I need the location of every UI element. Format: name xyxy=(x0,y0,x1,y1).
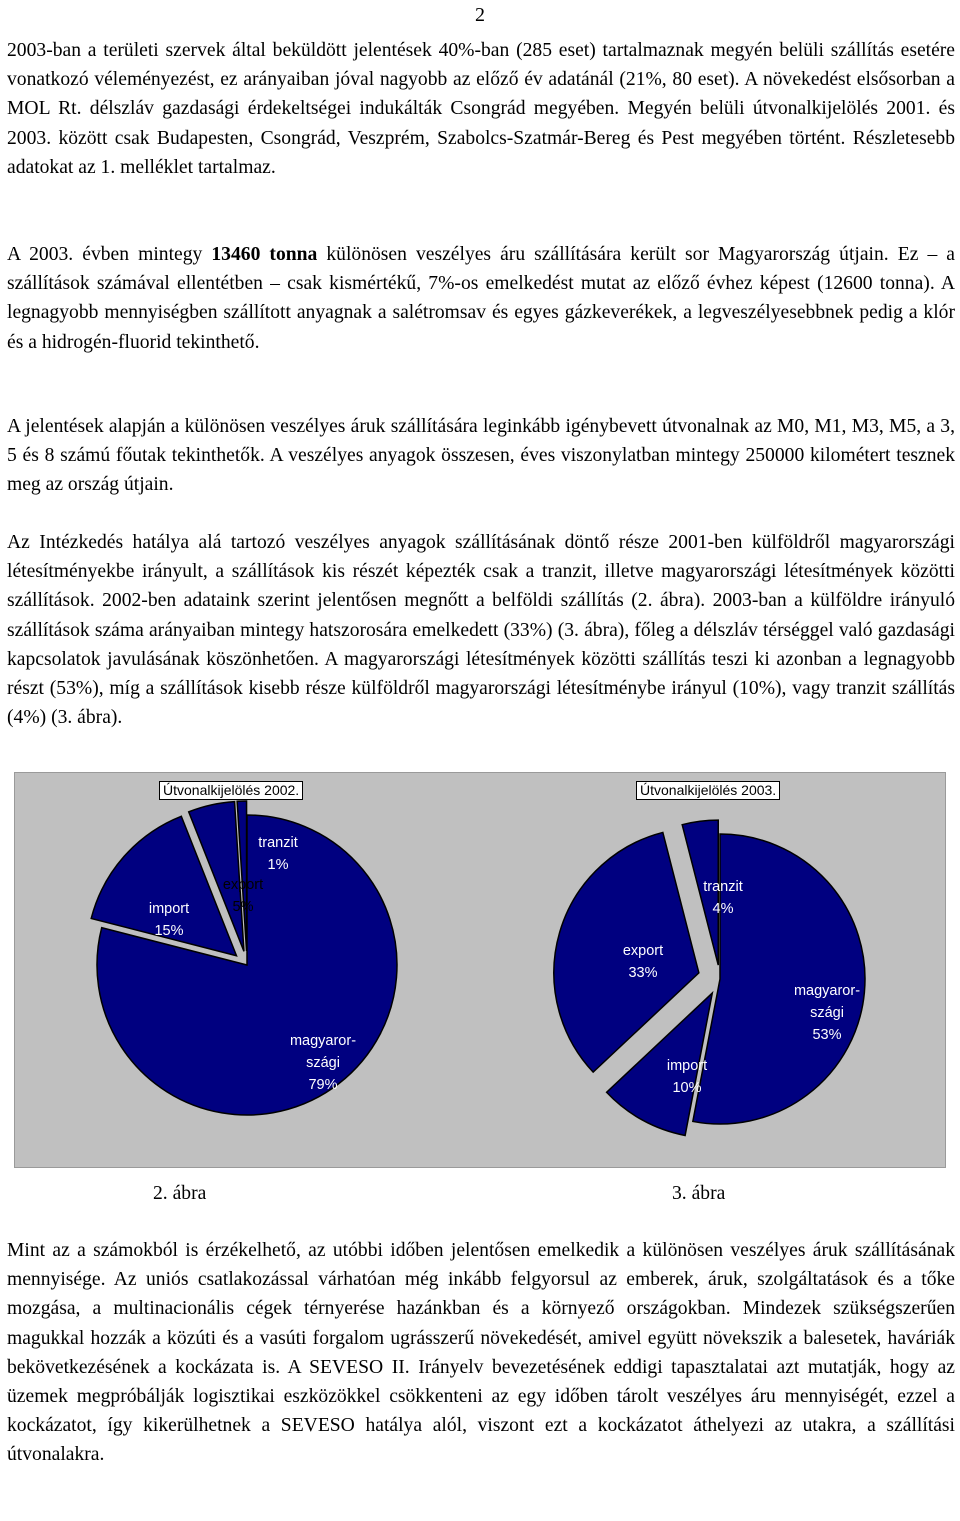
pie-label-2003-0: magyaror-szági 53% xyxy=(793,983,861,1043)
paragraph-1: 2003-ban a területi szervek által beküldött jelentések 40%-ban (285 eset) tartalmaznak megyén belüli szállítás esetére vonatkozó véleményezést, ez arányaiban jóval nagyobb az előző év adatánál (21%, 80 eset). A növekedést elsősorban a MOL Rt. délszláv gazdasági érdekeltségei indukálták Csongrád megyében. Megyén belüli útvonalkijelölés 2001. és 2003. között csak Budapesten, Csongrád, Veszprém, Szabolcs-Szatmár-Bereg és Pest megyében történt. Részletesebb adatokat az 1. melléklet tartalmaz. xyxy=(7,40,955,178)
pie-charts-figure xyxy=(14,772,946,1168)
chart-title-2003: Útvonalkijelölés 2003. xyxy=(636,781,780,800)
page-number: 2 xyxy=(475,4,485,26)
figure-caption-3: 3. ábra xyxy=(672,1183,726,1204)
pie-charts-canvas xyxy=(15,773,945,1167)
pie-chart-2002 xyxy=(91,801,397,1115)
paragraph-4: Az Intézkedés hatálya alá tartozó veszélyes anyagok szállításának döntő része 2001-ben külföldről magyarországi létesítményekbe irányult, a szállítások kis részét képezték csak a tranzit, illetve magyarországi létesítmények közötti szállítások. 2002-ben adataink szerint jelentősen megnőtt a belföldi szállítás (2. ábra). 2003-ban a külföldre irányuló szállítások száma arányaiban mintegy hatszorosára emelkedett (33%) (3. ábra), főleg a délszláv térséggel való gazdasági kapcsolatok javulásának köszönhetően. A magyarországi létesítmények közötti szállítás teszi ki azonban a legnagyobb részt (53%), míg a szállítások kisebb része külföldről magyarországi létesítménybe irányul (10%), vagy tranzit szállítás (4%) (3. ábra). xyxy=(7,532,955,729)
pie-label-2002-2: export 5% xyxy=(222,877,264,915)
figure-caption-2: 2. ábra xyxy=(153,1183,207,1204)
tonnage-highlight: 13460 tonna xyxy=(211,244,318,265)
pie-chart-2003 xyxy=(554,820,865,1135)
pie-label-2002-0: magyaror-szági 79% xyxy=(289,1033,357,1093)
paragraph-3: A jelentések alapján a különösen veszélyes áruk szállítására leginkább igénybevett útvonalnak az M0, M1, M3, M5, a 3, 5 és 8 számú főutak tekinthetők. A veszélyes anyagok összesen, éves viszonylatban mintegy 250000 kilométert tesznek meg az ország útjain. xyxy=(7,416,955,496)
pie-label-2003-2: export 33% xyxy=(622,943,664,981)
pie-label-2002-1: import 15% xyxy=(148,901,190,939)
pie-label-2002-3: tranzit 1% xyxy=(258,835,298,873)
paragraph-2-start: A 2003. évben mintegy xyxy=(7,244,212,265)
paragraph-2 xyxy=(7,240,955,357)
paragraph-2-rest: különösen veszélyes áru szállítására került sor Magyarország útjain. Ez – a szállítások számával ellentétben – csak kismértékű, 7%-os emelkedést mutat az előző évhez képest (12600 tonna). A legnagyobb mennyiségben szállított anyagnak a salétromsav és egyes gázkeverékek, a legveszélyesebbnek pedig a klór és a hidrogén-fluorid tekinthető. xyxy=(7,244,955,353)
pie-label-2003-1: import 10% xyxy=(666,1058,708,1096)
pie-label-2003-3: tranzit 4% xyxy=(703,879,743,917)
chart-title-2002: Útvonalkijelölés 2002. xyxy=(159,781,303,800)
paragraph-5: Mint az a számokból is érzékelhető, az utóbbi időben jelentősen emelkedik a különösen veszélyes áruk szállításának mennyisége. Az uniós csatlakozással várhatóan még inkább felgyorsul az emberek, áruk, szolgáltatások és a tőke mozgása, a multinacionális cégek térnyerése hazánkban és a környező országokban. Mindezek szükségszerűen magukkal hozzák a közúti és a vasúti forgalom ugrásszerű növekedését, amivel együtt növekszik a balesetek, haváriák bekövetkezésének a kockázata is. A SEVESO II. Irányelv bevezetésének eddigi tapasztalatai azt mutatják, hogy az üzemek megpróbálják logisztikai eszközökkel csökkenteni az egy időben tárolt veszélyes áru mennyiségét, ezzel a kockázatot, így kikerülhetnek a SEVESO hatálya alól, viszont ezt a kockázatot áthelyezi az utakra, a szállítási útvonalakra. xyxy=(7,1240,955,1466)
